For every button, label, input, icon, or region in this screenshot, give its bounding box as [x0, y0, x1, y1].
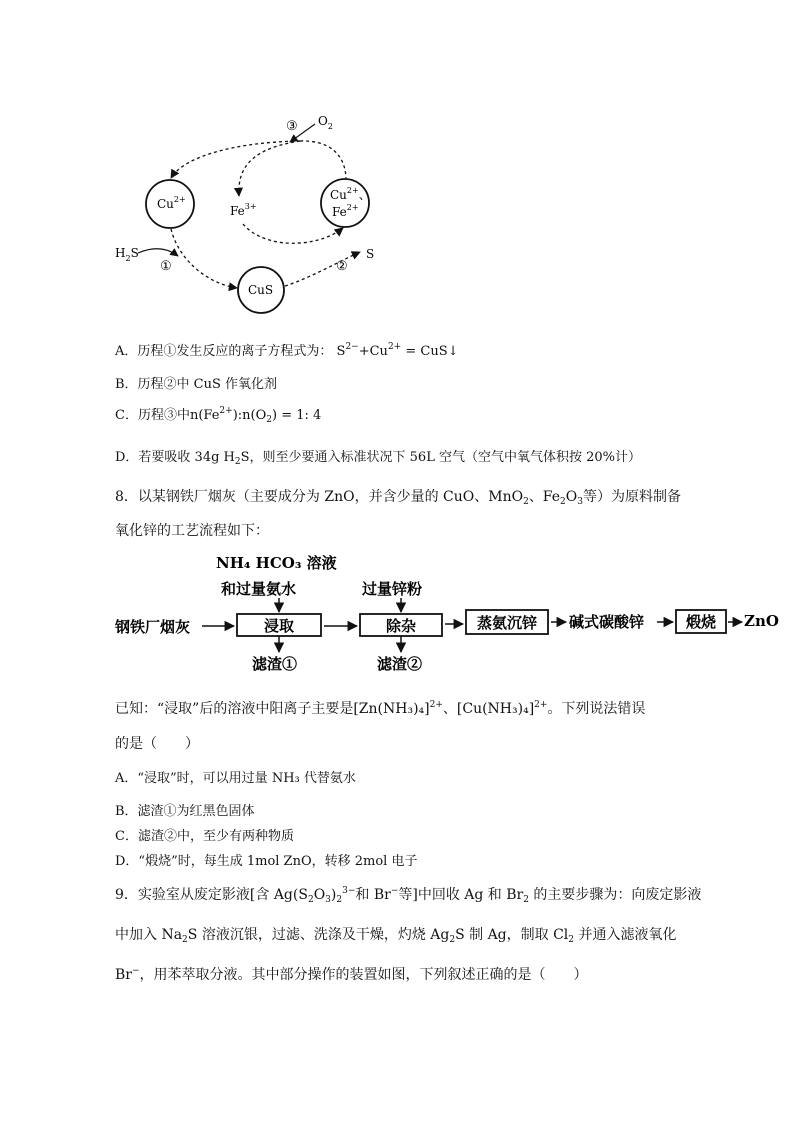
q8-stem-line1: 8．以某钢铁厂烟灰（主要成分为 ZnO，并含少量的 CuO、MnO$_2$、$Fe_2O_3$等）为原料制备 [115, 489, 681, 507]
step1-label: ① [160, 259, 172, 274]
residue2: 滤渣② [377, 655, 423, 673]
q8-known-line: 已知：“浸取”后的溶液中阳离子主要是$[Zn(NH_3)_4]^{2+}$、$[Cu(NH_3)_4]^{2+}$。下列说法错误 [115, 700, 646, 717]
reagent2: 过量锌粉 [362, 580, 423, 598]
arc-cus-to-s [285, 252, 360, 286]
box3-label: 蒸氨沉锌 [476, 614, 538, 632]
arc-step3-to-fe [239, 141, 300, 196]
flow-start: 钢铁厂烟灰 [115, 618, 191, 636]
reagent1-line1: NH₄ HCO₃ 溶液 [216, 554, 337, 572]
arc-fe-to-mix [243, 224, 343, 243]
q7-option-a: A．历程①发生反应的离子方程式为： $S^{2-}+Cu^{2+}$ = CuS↓ [115, 342, 459, 359]
process-flow-diagram [0, 548, 794, 678]
q8-stem-line2: 氧化锌的工艺流程如下： [115, 523, 269, 539]
residue1: 滤渣① [252, 655, 298, 673]
step3-label: ③ [286, 119, 298, 134]
step2-label: ② [336, 259, 348, 274]
box4-label: 煅烧 [685, 613, 717, 631]
q8-option-d: D．“煅烧”时，每生成 1mol ZnO，转移 2mol 电子 [115, 854, 418, 869]
mix-label-1: $Cu^{2+}$、 [330, 186, 371, 202]
o2-label: $O_2$ [318, 114, 333, 131]
q8-option-a: A．“浸取”时，可以用过量 NH₃ 代替氨水 [115, 771, 356, 786]
cu-label: $Cu^{2+}$ [157, 195, 186, 211]
q8-option-b: B．滤渣①为红黑色固体 [115, 804, 255, 819]
box1-label: 浸取 [263, 617, 295, 635]
q7-option-d: D．若要吸收 34g $H_2S$，则至少要通入标准状况下 56L 空气（空气中氧气体积按 20%计） [115, 450, 641, 467]
end-product: ZnO [744, 612, 779, 630]
reaction-cycle-diagram [0, 0, 794, 330]
box2-label: 除杂 [385, 617, 417, 635]
mid-product: 碱式碳酸锌 [569, 613, 645, 631]
q9-line3: Br−，用苯萃取分液。其中部分操作的装置如图，下列叙述正确的是（ ） [115, 966, 588, 983]
q8-stem-end: 的是（ ） [115, 736, 199, 752]
q7-option-c: C．历程③中$n(Fe^{2+}):n(O_2) = 1$: 4 [115, 406, 322, 425]
q9-line2: 中加入 $Na_2S$ 溶液沉银，过滤、洗涤及干燥，灼烧 $Ag_2S$ 制 Ag，制取 $Cl_2$ 并通入滤液氧化 [115, 927, 677, 945]
arc-top-left [171, 141, 300, 178]
cus-label: CuS [248, 283, 274, 297]
arc-cu-to-cus [171, 229, 237, 288]
cu2-fe2-node [321, 179, 369, 227]
s-label: S [366, 247, 375, 261]
mix-label-2: $Fe^{2+}$ [332, 203, 359, 219]
q8-option-c: C．滤渣②中，至少有两种物质 [115, 829, 294, 844]
arc-top-right [300, 141, 346, 178]
h2s-label: $H_2S$ [115, 246, 139, 263]
arrow-h2s [138, 249, 178, 256]
q7-option-b: B．历程②中 CuS 作氧化剂 [115, 377, 278, 392]
reagent1-line2: 和过量氨水 [221, 580, 297, 598]
q9-line1: 9．实验室从废定影液[含 $Ag(S_2O_3)_2^{3-}$和 Br−等]中回收 Ag 和 $Br_2$ 的主要步骤为：向废定影液 [115, 886, 702, 905]
fe-label: $Fe^{3+}$ [230, 202, 257, 218]
